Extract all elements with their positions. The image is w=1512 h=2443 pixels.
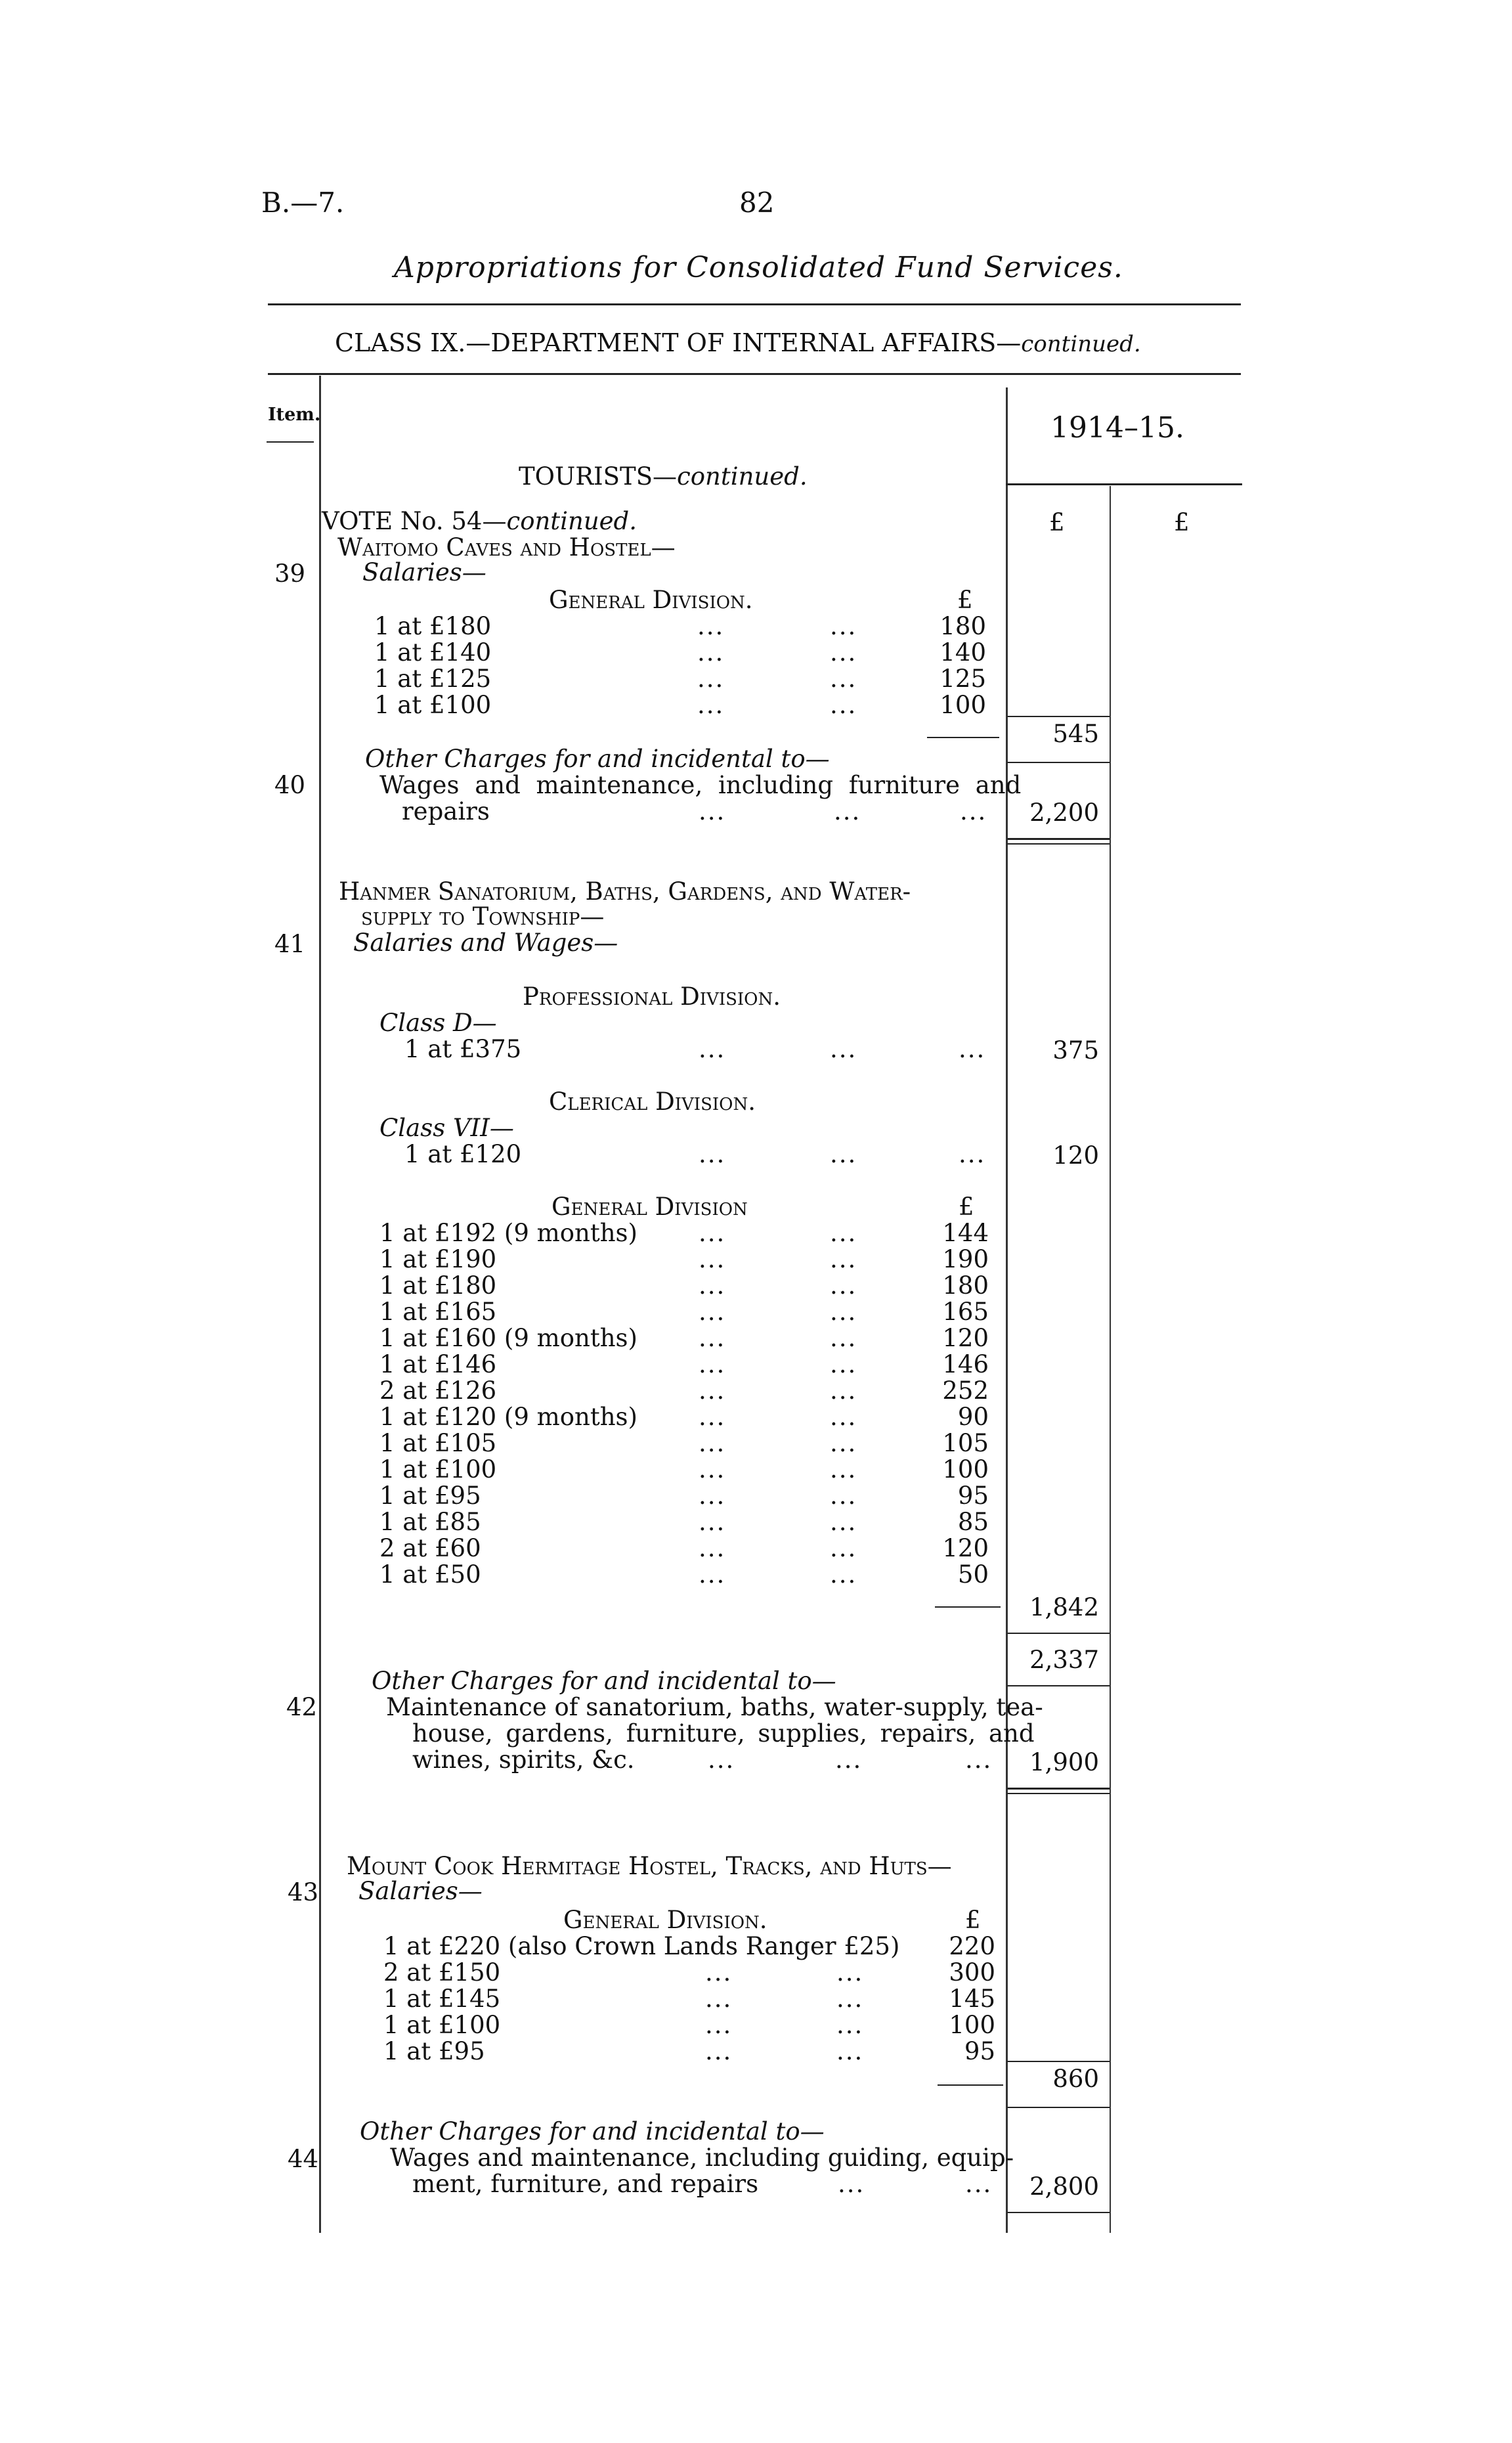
hanmer-cler-total: 120 xyxy=(1052,1141,1099,1170)
hanmer-salaries-label: Salaries and Wages— xyxy=(353,929,618,957)
row-dots: ... xyxy=(699,1350,726,1378)
table-row-desc: 1 at £125 xyxy=(374,665,492,693)
hanmer-cler-division: Clerical Division. xyxy=(549,1088,756,1116)
table-row-desc: 2 at £150 xyxy=(383,1958,501,1987)
class-heading-suffix: continued. xyxy=(1021,331,1141,357)
row-dots: ... xyxy=(699,1035,726,1063)
hanmer-cler-row: 1 at £120 xyxy=(404,1140,522,1168)
table-row-desc: 1 at £100 xyxy=(374,691,492,719)
row-dots: ... xyxy=(830,1298,857,1326)
row-dots: ... xyxy=(959,1140,986,1168)
hanmer-other-total: 1,900 xyxy=(1029,1748,1099,1776)
row-dots: ... xyxy=(697,638,725,667)
row-dots: ... xyxy=(830,1035,857,1063)
table-row-desc: 2 at £126 xyxy=(379,1376,497,1405)
waitomo-pound: £ xyxy=(957,586,973,614)
row-dots: ... xyxy=(699,1219,726,1247)
table-row-desc: 1 at £160 (9 months) xyxy=(379,1324,637,1352)
amount-column-rule xyxy=(1006,387,1008,2233)
page-ref: B.—7. xyxy=(261,187,345,219)
table-row-desc: 1 at £192 (9 months) xyxy=(379,1219,637,1247)
hanmer-prof-row: 1 at £375 xyxy=(404,1035,522,1063)
item-44: 44 xyxy=(288,2145,319,2173)
mount-cook-heading: Mount Cook Hermitage Hostel, Tracks, and Huts— xyxy=(347,1852,952,1880)
item-40: 40 xyxy=(274,771,306,799)
row-dots: ... xyxy=(697,612,725,640)
row-dots: ... xyxy=(708,1746,735,1774)
table-row-amount: 100 xyxy=(949,2011,995,2039)
row-dots: ... xyxy=(830,1508,857,1536)
hanmer-prof-total: 375 xyxy=(1052,1036,1099,1065)
row-dots: ... xyxy=(965,2170,993,2198)
hanmer-gen-total: 1,842 xyxy=(1029,1593,1099,1621)
table-row-amount: 220 xyxy=(949,1932,995,1960)
row-dots: ... xyxy=(830,612,857,640)
table-row-amount: 190 xyxy=(942,1245,989,1273)
subtotal-rule xyxy=(935,1606,1001,1608)
waitomo-heading: Waitomo Caves and Hostel— xyxy=(337,533,676,561)
hanmer-prof-division: Professional Division. xyxy=(523,982,781,1011)
table-row-amount: 300 xyxy=(949,1958,995,1987)
section-suffix: continued. xyxy=(677,462,808,491)
row-dots: ... xyxy=(699,1403,726,1431)
table-row-desc: 1 at £146 xyxy=(379,1350,497,1378)
total-rule xyxy=(1007,716,1110,717)
class-heading xyxy=(335,330,1141,357)
row-dots: ... xyxy=(699,1245,726,1273)
table-row-amount: 140 xyxy=(940,638,986,667)
table-row-desc: 1 at £220 (also Crown Lands Ranger £25) xyxy=(383,1932,900,1960)
section-end-rule xyxy=(1007,1793,1110,1794)
item-39: 39 xyxy=(274,560,306,588)
row-dots: ... xyxy=(830,1429,857,1457)
row-dots: ... xyxy=(830,1534,857,1562)
table-row-amount: 95 xyxy=(957,1482,989,1510)
table-row-desc: 1 at £95 xyxy=(383,2037,485,2065)
mount-cook-other-total: 2,800 xyxy=(1029,2172,1099,2201)
waitomo-salaries-label: Salaries— xyxy=(362,558,486,586)
hanmer-other-line3: wines, spirits, &c. xyxy=(412,1746,635,1774)
row-dots: ... xyxy=(830,1455,857,1484)
row-dots: ... xyxy=(838,2170,865,2198)
mount-cook-division: General Division. xyxy=(563,1906,767,1934)
hanmer-other-line2: house, gardens, furniture, supplies, repairs, and xyxy=(412,1719,1035,1748)
subtotal-rule xyxy=(938,2084,1003,2086)
class-heading-text: CLASS IX.—DEPARTMENT OF INTERNAL AFFAIRS— xyxy=(335,328,1022,357)
table-top-rule xyxy=(268,373,1241,375)
table-row-amount: 105 xyxy=(942,1429,989,1457)
row-dots: ... xyxy=(836,2037,864,2065)
item-header-rule xyxy=(267,441,314,443)
total-rule xyxy=(1007,1633,1110,1634)
row-dots: ... xyxy=(836,1958,864,1987)
row-dots: ... xyxy=(836,1985,864,2013)
vote-text: VOTE No. 54— xyxy=(322,507,507,535)
waitomo-other-line1: Wages and maintenance, including furniture and xyxy=(379,771,1022,799)
waitomo-division: General Division. xyxy=(549,586,753,614)
table-row-amount: 180 xyxy=(940,612,986,640)
row-dots: ... xyxy=(699,1140,726,1168)
subtotal-rule xyxy=(927,737,999,738)
table-row-amount: 252 xyxy=(942,1376,989,1405)
total-rule xyxy=(1007,762,1110,763)
row-dots: ... xyxy=(705,1958,733,1987)
mount-cook-other-line1: Wages and maintenance, including guiding, equip- xyxy=(390,2144,1014,2172)
row-dots: ... xyxy=(699,1455,726,1484)
section-end-rule xyxy=(1007,1788,1110,1790)
table-row-amount: 120 xyxy=(942,1534,989,1562)
mount-cook-salaries-label: Salaries— xyxy=(358,1877,483,1905)
section-end-rule xyxy=(1007,838,1110,840)
row-dots: ... xyxy=(830,1219,857,1247)
hanmer-cler-class: Class VII— xyxy=(379,1114,514,1142)
hanmer-salaries-total: 2,337 xyxy=(1029,1646,1099,1674)
item-43: 43 xyxy=(288,1878,319,1906)
table-row-desc: 1 at £50 xyxy=(379,1560,481,1589)
row-dots: ... xyxy=(830,1140,857,1168)
title-rule xyxy=(268,303,1241,305)
row-dots: ... xyxy=(830,638,857,667)
mount-cook-pound: £ xyxy=(965,1906,981,1934)
row-dots: ... xyxy=(705,2011,733,2039)
waitomo-other-total: 2,200 xyxy=(1029,799,1099,827)
table-row-amount: 144 xyxy=(942,1219,989,1247)
row-dots: ... xyxy=(699,1298,726,1326)
currency-symbol-col2: £ xyxy=(1174,508,1190,537)
table-row-desc: 1 at £190 xyxy=(379,1245,497,1273)
table-row-amount: 146 xyxy=(942,1350,989,1378)
hanmer-gen-division: General Division xyxy=(551,1193,748,1221)
table-row-desc: 1 at £85 xyxy=(379,1508,481,1536)
hanmer-prof-class: Class D— xyxy=(379,1009,497,1037)
table-row-desc: 1 at £105 xyxy=(379,1429,497,1457)
row-dots: ... xyxy=(834,797,861,825)
hanmer-other-label: Other Charges for and incidental to— xyxy=(372,1667,836,1695)
item-41: 41 xyxy=(274,930,306,958)
table-row-amount: 180 xyxy=(942,1271,989,1300)
row-dots: ... xyxy=(960,797,987,825)
mount-cook-salaries-total: 860 xyxy=(1052,2065,1099,2093)
row-dots: ... xyxy=(836,2011,864,2039)
total-rule xyxy=(1007,2107,1110,2108)
waitomo-other-label: Other Charges for and incidental to— xyxy=(365,745,830,773)
vote-heading xyxy=(322,508,637,535)
row-dots: ... xyxy=(830,665,857,693)
row-dots: ... xyxy=(699,1324,726,1352)
mount-cook-other-line2: ment, furniture, and repairs xyxy=(412,2170,759,2198)
row-dots: ... xyxy=(699,1376,726,1405)
table-row-desc: 1 at £120 (9 months) xyxy=(379,1403,637,1431)
row-dots: ... xyxy=(965,1746,993,1774)
table-row-amount: 120 xyxy=(942,1324,989,1352)
row-dots: ... xyxy=(699,1271,726,1300)
table-row-desc: 1 at £145 xyxy=(383,1985,501,2013)
mount-cook-other-label: Other Charges for and incidental to— xyxy=(360,2117,825,2146)
table-row-desc: 1 at £165 xyxy=(379,1298,497,1326)
hanmer-heading-line2: supply to Township— xyxy=(361,902,605,931)
table-row-desc: 2 at £60 xyxy=(379,1534,481,1562)
total-rule xyxy=(1007,1685,1110,1686)
page-title: Appropriations for Consolidated Fund Services. xyxy=(394,251,1123,284)
hanmer-pound: £ xyxy=(959,1193,974,1221)
table-row-amount: 95 xyxy=(964,2037,995,2065)
row-dots: ... xyxy=(830,1324,857,1352)
item-header: Item. xyxy=(268,405,321,425)
table-row-desc: 1 at £180 xyxy=(379,1271,497,1300)
vote-suffix: continued. xyxy=(506,507,637,535)
year-header: 1914–15. xyxy=(1050,411,1184,445)
year-header-rule xyxy=(1006,483,1242,485)
currency-symbol-col1: £ xyxy=(1049,508,1065,537)
page-number: 82 xyxy=(739,187,775,219)
row-dots: ... xyxy=(699,1560,726,1589)
total-rule xyxy=(1007,2061,1110,2062)
table-row-amount: 50 xyxy=(957,1560,989,1589)
row-dots: ... xyxy=(705,2037,733,2065)
table-row-desc: 1 at £95 xyxy=(379,1482,481,1510)
row-dots: ... xyxy=(830,1271,857,1300)
row-dots: ... xyxy=(830,1560,857,1589)
section-end-rule xyxy=(1007,843,1110,845)
row-dots: ... xyxy=(697,665,725,693)
row-dots: ... xyxy=(830,1376,857,1405)
table-row-desc: 1 at £100 xyxy=(379,1455,497,1484)
row-dots: ... xyxy=(830,691,857,719)
row-dots: ... xyxy=(830,1482,857,1510)
row-dots: ... xyxy=(705,1985,733,2013)
table-row-desc: 1 at £100 xyxy=(383,2011,501,2039)
table-row-amount: 145 xyxy=(949,1985,995,2013)
section-text: TOURISTS— xyxy=(519,462,678,491)
table-row-desc: 1 at £140 xyxy=(374,638,492,667)
row-dots: ... xyxy=(699,1508,726,1536)
row-dots: ... xyxy=(697,691,725,719)
section-end-rule xyxy=(1007,2212,1110,2213)
waitomo-salaries-total: 545 xyxy=(1052,720,1099,748)
row-dots: ... xyxy=(699,1482,726,1510)
row-dots: ... xyxy=(835,1746,863,1774)
row-dots: ... xyxy=(699,1429,726,1457)
hanmer-heading-line1: Hanmer Sanatorium, Baths, Gardens, and Water- xyxy=(339,877,911,906)
row-dots: ... xyxy=(699,797,726,825)
table-row-amount: 85 xyxy=(957,1508,989,1536)
item-column-rule xyxy=(319,376,321,2233)
row-dots: ... xyxy=(830,1350,857,1378)
item-42: 42 xyxy=(286,1693,318,1721)
hanmer-other-line1: Maintenance of sanatorium, baths, water-supply, tea- xyxy=(386,1693,1043,1721)
row-dots: ... xyxy=(959,1035,986,1063)
total-column-rule xyxy=(1110,486,1111,2233)
row-dots: ... xyxy=(699,1534,726,1562)
table-row-amount: 90 xyxy=(957,1403,989,1431)
waitomo-other-line2: repairs xyxy=(402,797,490,825)
table-row-desc: 1 at £180 xyxy=(374,612,492,640)
section-heading xyxy=(519,464,808,490)
row-dots: ... xyxy=(830,1403,857,1431)
row-dots: ... xyxy=(830,1245,857,1273)
table-row-amount: 165 xyxy=(942,1298,989,1326)
table-row-amount: 125 xyxy=(940,665,986,693)
table-row-amount: 100 xyxy=(942,1455,989,1484)
table-row-amount: 100 xyxy=(940,691,986,719)
